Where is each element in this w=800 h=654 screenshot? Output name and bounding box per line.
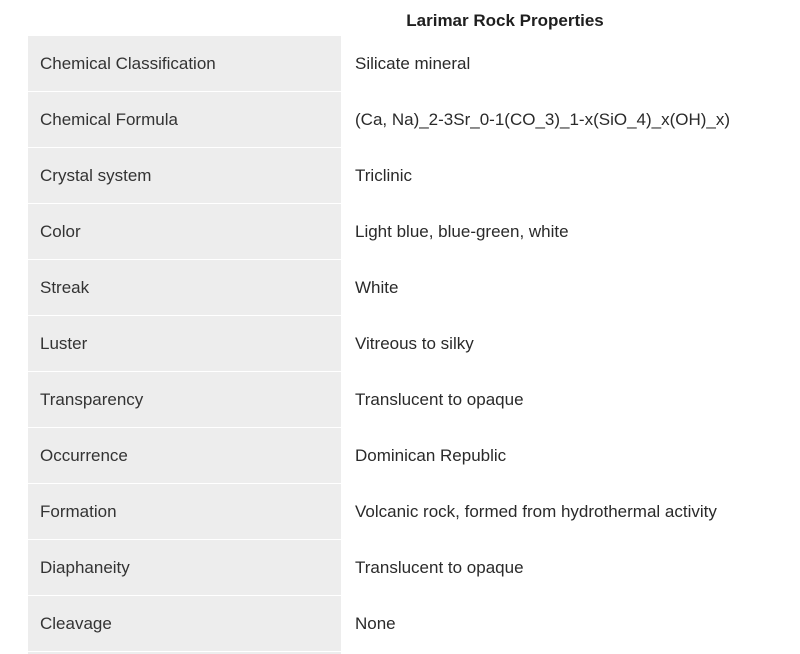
- table-row: [28, 596, 800, 652]
- property-value: Dominican Republic: [341, 428, 800, 484]
- property-label: Transparency: [28, 372, 341, 428]
- property-label: Luster: [28, 316, 341, 372]
- property-label: Crystal system: [28, 148, 341, 204]
- properties-table: [28, 36, 800, 654]
- table-row: [28, 36, 800, 92]
- property-label: Occurrence: [28, 428, 341, 484]
- property-label: Chemical Formula: [28, 92, 341, 148]
- table-row: [28, 540, 800, 596]
- property-value: Triclinic: [341, 148, 800, 204]
- property-value: Translucent to opaque: [341, 372, 800, 428]
- table-title: Larimar Rock Properties: [406, 11, 604, 30]
- property-value: Silicate mineral: [341, 36, 800, 92]
- table-row: [28, 428, 800, 484]
- property-label: Color: [28, 204, 341, 260]
- property-value: Translucent to opaque: [341, 540, 800, 596]
- property-value: Volcanic rock, formed from hydrothermal activity: [341, 484, 800, 540]
- property-label: Cleavage: [28, 596, 341, 652]
- property-value: White: [341, 260, 800, 316]
- property-label: Diaphaneity: [28, 540, 341, 596]
- property-value: None: [341, 596, 800, 652]
- property-value: Light blue, blue-green, white: [341, 204, 800, 260]
- property-label: Streak: [28, 260, 341, 316]
- property-label: Chemical Classification: [28, 36, 341, 92]
- table-row: [28, 484, 800, 540]
- property-value: Vitreous to silky: [341, 316, 800, 372]
- table-row: [28, 372, 800, 428]
- property-value: (Ca, Na)_2-3Sr_0-1(CO_3)_1-x(SiO_4)_x(OH)_x): [341, 92, 800, 148]
- table-row: [28, 204, 800, 260]
- property-label: Formation: [28, 484, 341, 540]
- table-row: [28, 148, 800, 204]
- table-row: [28, 92, 800, 148]
- table-row: [28, 316, 800, 372]
- table-row: [28, 260, 800, 316]
